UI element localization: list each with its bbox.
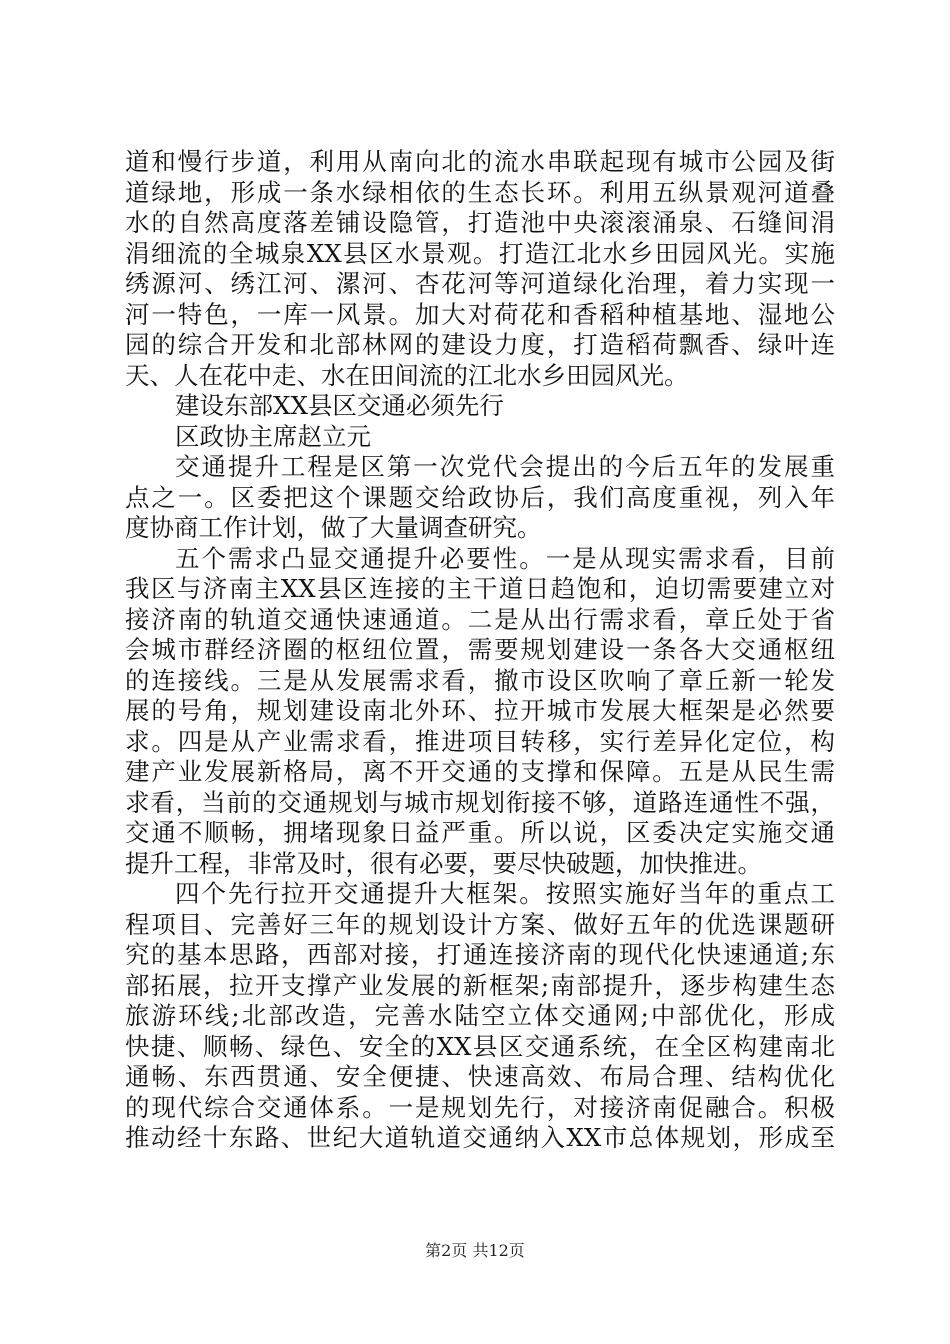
text-line: 展的号角，规划建设南北外环、拉开城市发展大框架是必然要 — [125, 696, 835, 725]
text-line: 旅游环线;北部改造，完善水陆空立体交通网;中部优化，形成 — [125, 1001, 835, 1030]
text-line: 究的基本思路，西部对接，打通连接济南的现代化快速通道;东 — [125, 940, 835, 969]
document-body — [125, 147, 835, 1154]
text-line: 我区与济南主XX县区连接的主干道日趋饱和，迫切需要建立对 — [125, 574, 835, 603]
text-line: 天、人在花中走、水在田间流的江北水乡田园风光。 — [125, 360, 689, 390]
text-line: 接济南的轨道交通快速通道。二是从出行需求看，章丘处于省 — [125, 604, 835, 634]
text-line: 程项目、完善好三年的规划设计方案、做好五年的优选课题研 — [125, 909, 835, 939]
text-line: 点之一。区委把这个课题交给政协后，我们高度重视，列入年 — [125, 482, 835, 512]
text-line: 交通提升工程是区第一次党代会提出的今后五年的发展重 — [175, 452, 835, 481]
text-line: 四个先行拉开交通提升大框架。按照实施好当年的重点工 — [175, 879, 835, 908]
text-line: 求看，当前的交通规划与城市规划衔接不够，道路连通性不强， — [125, 787, 835, 817]
text-line: 部拓展，拉开支撑产业发展的新框架;南部提升，逐步构建生态 — [125, 970, 835, 1000]
text-line: 求。四是从产业需求看，推进项目转移，实行差异化定位，构 — [125, 726, 835, 756]
text-line: 绣源河、绣江河、漯河、杏花河等河道绿化治理，着力实现一 — [125, 269, 835, 298]
text-line: 河一特色，一库一风景。加大对荷花和香稻种植基地、湿地公 — [125, 299, 835, 329]
text-line: 园的综合开发和北部林网的建设力度，打造稻荷飘香、绿叶连 — [125, 330, 835, 359]
page-number-footer: 第2页 共12页 — [425, 1241, 525, 1260]
text-line: 提升工程，非常及时，很有必要，要尽快破题，加快推进。 — [125, 848, 762, 878]
text-line: 度协商工作计划，做了大量调查研究。 — [125, 513, 542, 542]
text-line: 推动经十东路、世纪大道轨道交通纳入XX市总体规划，形成至 — [125, 1123, 835, 1152]
text-line: 道和慢行步道，利用从南向北的流水串联起现有城市公园及街 — [125, 147, 835, 176]
text-line: 五个需求凸显交通提升必要性。一是从现实需求看，目前 — [175, 543, 835, 573]
text-line: 水的自然高度落差铺设隐管，打造池中央滚滚涌泉、石缝间涓 — [125, 208, 835, 237]
text-line: 的现代综合交通体系。一是规划先行，对接济南促融合。积极 — [125, 1092, 835, 1122]
text-line: 道绿地，形成一条水绿相依的生态长环。利用五纵景观河道叠 — [125, 177, 835, 207]
text-line: 建产业发展新格局，离不开交通的支撑和保障。五是从民生需 — [125, 757, 835, 786]
text-line: 通畅、东西贯通、安全便捷、快速高效、布局合理、结构优化 — [125, 1062, 835, 1091]
text-line: 交通不顺畅，拥堵现象日益严重。所以说，区委决定实施交通 — [125, 818, 835, 847]
text-line: 建设东部XX县区交通必须先行 — [175, 391, 504, 420]
text-line: 区政协主席赵立元 — [175, 421, 371, 451]
text-line: 会城市群经济圈的枢纽位置，需要规划建设一条各大交通枢纽 — [125, 635, 835, 664]
text-line: 涓细流的全城泉XX县区水景观。打造江北水乡田园风光。实施 — [125, 238, 835, 268]
text-line: 快捷、顺畅、绿色、安全的XX县区交通系统，在全区构建南北 — [125, 1031, 835, 1061]
text-line: 的连接线。三是从发展需求看，撤市设区吹响了章丘新一轮发 — [125, 665, 835, 695]
